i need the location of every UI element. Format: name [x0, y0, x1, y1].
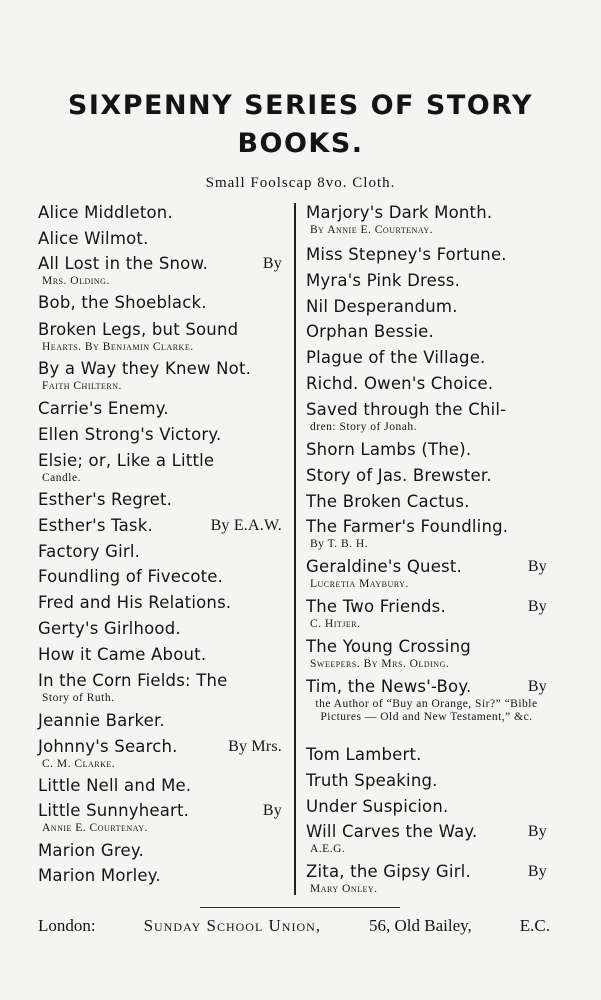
book-title-line	[38, 253, 282, 275]
book-title: Bob, the Shoeblack.	[38, 293, 207, 312]
book-entry	[306, 321, 547, 343]
book-title: Story of Jas. Brewster.	[306, 466, 492, 485]
book-title-line	[306, 744, 547, 766]
book-title: The Two Friends.	[306, 597, 446, 616]
book-title-line	[306, 244, 547, 266]
book-title: Ellen Strong's Victory.	[38, 425, 222, 444]
footer-rule	[200, 907, 400, 908]
book-author-prefix: By	[527, 598, 547, 615]
book-title-line	[38, 358, 282, 380]
book-entry	[306, 821, 547, 856]
publisher-footer	[38, 916, 550, 936]
book-author-prefix: By	[262, 255, 282, 272]
book-title: Jeannie Barker.	[38, 711, 165, 730]
book-entry	[38, 450, 282, 485]
book-title-line	[306, 296, 547, 318]
book-entry	[38, 398, 282, 420]
book-title: Foundling of Fivecote.	[38, 567, 224, 586]
book-entry	[306, 861, 547, 896]
book-title-line	[306, 821, 547, 843]
book-title: Carrie's Enemy.	[38, 399, 169, 418]
book-entry	[38, 736, 282, 771]
book-title: Johnny's Search.	[38, 737, 178, 756]
book-title: Esther's Task.	[38, 516, 153, 535]
book-subline: Hearts. By Benjamin Clarke.	[42, 341, 194, 353]
book-entry	[38, 800, 282, 835]
format-subtitle: Small Foolscap 8vo. Cloth.	[205, 175, 396, 191]
book-title: Marion Grey.	[38, 841, 144, 860]
book-entry	[306, 491, 547, 513]
book-title-line	[38, 292, 282, 314]
book-title: Under Suspicion.	[306, 797, 449, 816]
book-entry	[38, 292, 282, 314]
book-entry	[38, 515, 282, 537]
book-title: Esther's Regret.	[38, 490, 173, 509]
book-title: Elsie; or, Like a Little	[38, 451, 215, 470]
book-title-line	[306, 373, 547, 395]
book-entry	[306, 516, 547, 551]
book-title-line	[306, 465, 547, 487]
page-title: SIXPENNY SERIES OF STORY	[67, 90, 534, 121]
book-title-line	[306, 270, 547, 292]
book-author-prefix: By	[262, 802, 282, 819]
book-title: Geraldine's Quest.	[306, 557, 462, 576]
book-entry	[38, 710, 282, 732]
book-entry	[38, 775, 282, 797]
book-subline: Mrs. Olding.	[42, 275, 110, 287]
book-entry	[38, 618, 282, 640]
book-title-line	[38, 398, 282, 420]
book-title: Richd. Owen's Choice.	[306, 374, 494, 393]
book-title-line	[38, 489, 282, 511]
book-title: Tom Lambert.	[306, 745, 422, 764]
book-subline: Lucretia Maybury.	[310, 578, 409, 590]
book-entry	[38, 592, 282, 614]
book-entry	[306, 270, 547, 292]
book-title: Factory Girl.	[38, 542, 141, 561]
book-subline: Faith Chiltern.	[42, 380, 122, 392]
book-title: In the Corn Fields: The	[38, 671, 228, 690]
book-title-line	[38, 736, 282, 758]
book-title-line	[306, 796, 547, 818]
book-title-line	[38, 865, 282, 887]
book-entry	[38, 865, 282, 887]
book-entry	[38, 644, 282, 666]
page-title-continued: BOOKS.	[237, 128, 364, 159]
book-subline: dren: Story of Jonah.	[310, 421, 417, 433]
book-entry	[306, 399, 547, 434]
book-title-line	[306, 556, 547, 578]
book-title-line	[38, 800, 282, 822]
book-title-line	[38, 670, 282, 692]
book-title-line	[38, 566, 282, 588]
book-entry	[306, 465, 547, 487]
book-author-prefix: By	[527, 678, 547, 695]
book-title: Tim, the News'-Boy.	[306, 677, 472, 696]
book-author-prefix: By	[527, 823, 547, 840]
book-title: Little Nell and Me.	[38, 776, 192, 795]
book-entry	[306, 796, 547, 818]
book-entry	[306, 744, 547, 766]
book-entry	[38, 202, 282, 224]
book-title-line	[38, 541, 282, 563]
book-subline: By T. B. H.	[310, 538, 369, 550]
book-entry	[306, 296, 547, 318]
footer-address: 56, Old Bailey,	[369, 916, 472, 935]
book-title-line	[306, 491, 547, 513]
book-title-line	[38, 228, 282, 250]
book-title: Will Carves the Way.	[306, 822, 478, 841]
book-entry	[306, 439, 547, 461]
book-entry	[306, 373, 547, 395]
book-title-line	[306, 321, 547, 343]
column-divider	[294, 203, 296, 895]
book-subline: C. Hitjer.	[310, 618, 361, 630]
book-title: Fred and His Relations.	[38, 593, 232, 612]
book-title: Nil Desperandum.	[306, 297, 458, 316]
book-subline: the Author of “Buy an Orange, Sir?” “Bible Pictures — Old and New Testament,” &c.	[315, 698, 538, 723]
book-entry	[306, 636, 547, 671]
book-title: Broken Legs, but Sound	[38, 320, 239, 339]
book-title: Miss Stepney's Fortune.	[306, 245, 507, 264]
footer-publisher: Sunday School Union,	[143, 916, 322, 935]
book-subline: Mary Onley.	[310, 883, 378, 895]
book-title-line	[38, 775, 282, 797]
book-title: Shorn Lambs (The).	[306, 440, 472, 459]
book-entry	[38, 566, 282, 588]
book-title-line	[306, 596, 547, 618]
footer-city: London:	[38, 916, 96, 935]
book-title: How it Came About.	[38, 645, 207, 664]
book-title-line	[38, 618, 282, 640]
book-title-line	[306, 347, 547, 369]
book-title-line	[306, 770, 547, 792]
book-title-line	[38, 592, 282, 614]
book-entry	[306, 596, 547, 631]
book-entry	[38, 253, 282, 288]
book-entry	[306, 202, 547, 237]
book-title-line	[38, 644, 282, 666]
book-title: Saved through the Chil-	[306, 400, 507, 419]
book-title-line	[38, 319, 282, 341]
book-title-line	[306, 516, 547, 538]
book-title-line	[38, 515, 282, 537]
book-entry	[38, 228, 282, 250]
book-title: The Young Crossing	[306, 637, 471, 656]
book-entry	[38, 670, 282, 705]
book-entry	[38, 840, 282, 862]
book-title: Orphan Bessie.	[306, 322, 434, 341]
book-author-prefix: By	[527, 558, 547, 575]
book-entry	[38, 319, 282, 354]
book-entry	[306, 347, 547, 369]
book-entry	[38, 489, 282, 511]
book-title-line	[38, 202, 282, 224]
book-subline: Story of Ruth.	[42, 692, 115, 704]
book-title-line	[38, 840, 282, 862]
book-title: Alice Middleton.	[38, 203, 173, 222]
book-title: Myra's Pink Dress.	[306, 271, 461, 290]
book-subline: Sweepers. By Mrs. Olding.	[310, 658, 450, 670]
book-title-line	[38, 710, 282, 732]
book-title-line	[306, 439, 547, 461]
footer-district: E.C.	[519, 916, 550, 935]
book-entry	[306, 556, 547, 591]
book-subline: C. M. Clarke.	[42, 758, 116, 770]
book-entry	[38, 541, 282, 563]
book-title-line	[38, 424, 282, 446]
book-author-prefix: By E.A.W.	[210, 517, 282, 534]
book-title: The Farmer's Foundling.	[306, 517, 509, 536]
book-title-line	[306, 399, 547, 421]
book-title: The Broken Cactus.	[306, 492, 470, 511]
book-entry	[306, 244, 547, 266]
book-title: Little Sunnyheart.	[38, 801, 190, 820]
book-title: Alice Wilmot.	[38, 229, 149, 248]
book-title: Plague of the Village.	[306, 348, 486, 367]
book-subline: A.E.G.	[310, 843, 346, 855]
book-title-line	[38, 450, 282, 472]
book-title-line	[306, 636, 547, 658]
book-subline: Annie E. Courtenay.	[42, 822, 148, 834]
book-title-line	[306, 676, 547, 698]
book-title: Gerty's Girlhood.	[38, 619, 181, 638]
book-title: Marjory's Dark Month.	[306, 203, 493, 222]
book-entry	[38, 358, 282, 393]
book-title-line	[306, 861, 547, 883]
book-subline: Candle.	[42, 472, 81, 484]
book-title: Truth Speaking.	[306, 771, 438, 790]
book-entry	[306, 770, 547, 792]
book-author-prefix: By Mrs.	[228, 738, 282, 755]
book-title: By a Way they Knew Not.	[38, 359, 252, 378]
book-author-prefix: By	[527, 863, 547, 880]
book-title: All Lost in the Snow.	[38, 254, 209, 273]
book-entry	[306, 676, 547, 724]
book-title-line	[306, 202, 547, 224]
book-title: Marion Morley.	[38, 866, 161, 885]
book-entry	[38, 424, 282, 446]
book-subline: By Annie E. Courtenay.	[310, 224, 434, 236]
book-title: Zita, the Gipsy Girl.	[306, 862, 471, 881]
